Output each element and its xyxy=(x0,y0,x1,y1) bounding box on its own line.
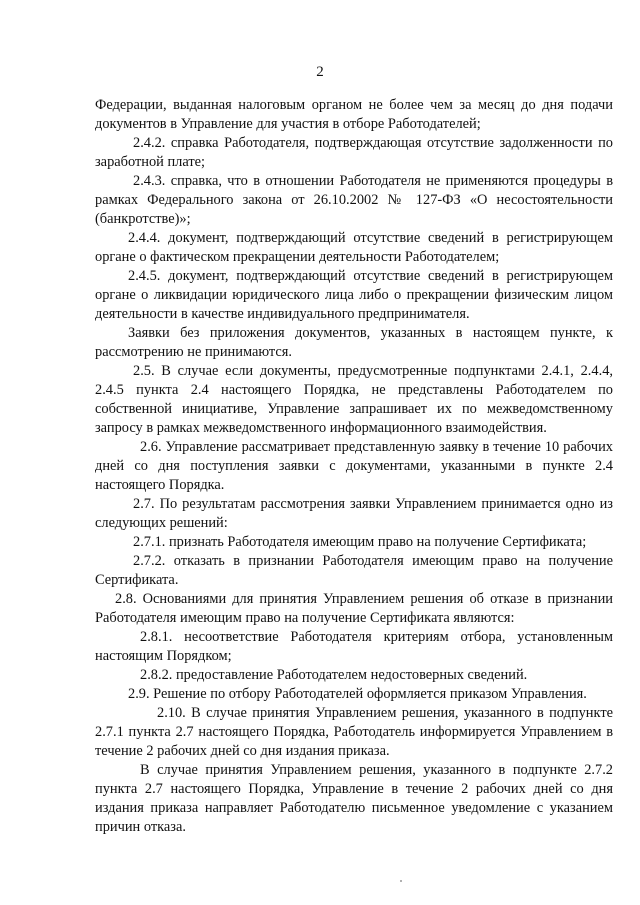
page-number: 2 xyxy=(316,64,324,80)
paragraph: 2.8.2. предоставление Работодателем недостоверных сведений. xyxy=(140,667,528,683)
paragraph: 2.9. Решение по отбору Работодателей оформляется приказом Управления. xyxy=(128,686,587,702)
paragraph: 2.7.2. отказать в признании Работодателя имеющим право на получение Сертификата. xyxy=(95,553,613,588)
paragraph: 2.5. В случае если документы, предусмотренные подпунктами 2.4.1, 2.4.4, 2.4.5 пункта 2.4 настоящего Порядка, не представлены Работодателем по собственной инициативе, Управление запрашивает их по межведомственному запросу в рамках межведомственного информационного взаимодействия. xyxy=(95,363,613,436)
paragraph: Заявки без приложения документов, указанных в настоящем пункте, к рассмотрению не принимаются. xyxy=(95,325,613,360)
scan-speck xyxy=(400,880,402,882)
paragraph: В случае принятия Управлением решения, указанного в подпункте 2.7.2 пункта 2.7 настоящего Порядка, Управление в течение 2 рабочих дней со дня издания приказа направляет Работодателю письменное уведомление с указанием причин отказа. xyxy=(95,762,613,835)
paragraph: 2.4.5. документ, подтверждающий отсутствие сведений в регистрирующем органе о ликвидации юридического лица либо о прекращении физическим лицом деятельности в качестве индивидуального предпринимателя. xyxy=(95,268,613,322)
paragraph: 2.4.4. документ, подтверждающий отсутствие сведений в регистрирующем органе о фактическом прекращении деятельности Работодателем; xyxy=(95,230,613,265)
paragraph: 2.6. Управление рассматривает представленную заявку в течение 10 рабочих дней со дня поступления заявки с документами, указанными в пункте 2.4 настоящего Порядка. xyxy=(95,439,613,493)
paragraph: 2.8.1. несоответствие Работодателя критериям отбора, установленным настоящим Порядком; xyxy=(95,629,613,664)
paragraph: 2.10. В случае принятия Управлением решения, указанного в подпункте 2.7.1 пункта 2.7 настоящего Порядка, Работодатель информируется Управлением в течение 2 рабочих дней со дня издания приказа. xyxy=(95,705,613,759)
paragraph: Федерации, выданная налоговым органом не более чем за месяц до дня подачи документов в Управление для участия в отборе Работодателей; xyxy=(95,97,613,132)
paragraph: 2.4.2. справка Работодателя, подтверждающая отсутствие задолженности по заработной плате; xyxy=(95,135,613,170)
paragraph: 2.7.1. признать Работодателя имеющим право на получение Сертификата; xyxy=(133,534,587,550)
paragraph: 2.4.3. справка, что в отношении Работодателя не применяются процедуры в рамках Федерального закона от 26.10.2002 № 127-ФЗ «О несостоятельности (банкротстве)»; xyxy=(95,173,613,227)
paragraph: 2.7. По результатам рассмотрения заявки Управлением принимается одно из следующих решений: xyxy=(95,496,613,531)
paragraph: 2.8. Основаниями для принятия Управлением решения об отказе в признании Работодателя имеющим право на получение Сертификата являются: xyxy=(95,591,613,626)
document-body xyxy=(95,96,613,837)
